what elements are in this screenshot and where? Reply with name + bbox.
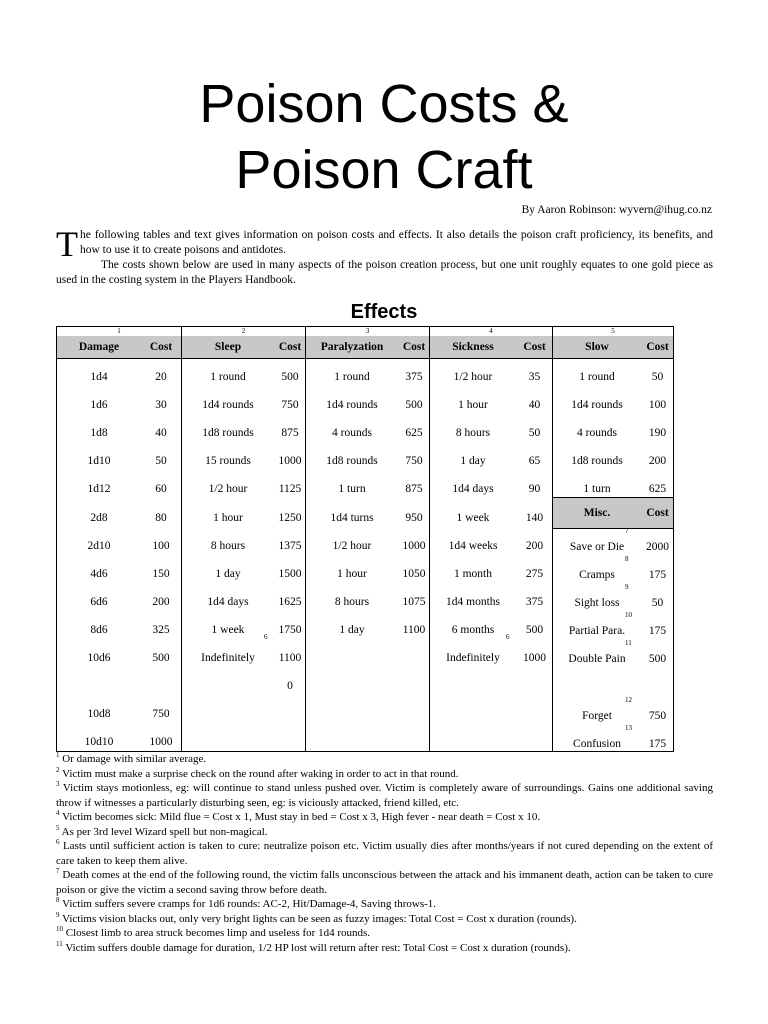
title-line-1: Poison Costs & [199,74,569,134]
column-header [553,336,673,359]
footnote-marker: 6 [264,632,268,641]
misc-cell-effect: Partial Para. [568,625,626,638]
footnote-number: 10 [56,925,63,933]
table-cell-effect: Indefinitely [446,652,500,664]
column-number: 5 [611,327,615,335]
table-cell-cost: 140 [525,511,544,524]
table-cell-effect: 1d4 months [446,595,500,608]
table-cell-cost: 30 [155,399,167,412]
misc-cell-cost: 2000 [646,541,669,553]
table-cell-cost: 20 [155,371,167,383]
misc-cell-cost: 750 [648,709,667,722]
effects-table [56,326,674,752]
footnote-number: 3 [56,780,60,788]
footnote-text: Closest limb to area struck becomes limp and useless for 1d4 rounds. [65,927,371,939]
footnote-text: Victim stays motionless, eg: will continue to stand unless pushed over. Victim is completely aware of surroundings. Gains one additional saving throw if witnesses a particularly disturbing seen, eg: is viciously attacked, friend killed, etc. [56,782,713,809]
table-cell-cost: 190 [648,427,667,440]
table-cell-cost: 875 [405,483,423,496]
table-cell-effect: 4 rounds [332,427,372,440]
header-cost: Cost [149,341,173,353]
table-cell-cost: 625 [648,483,667,496]
footnote-number: 8 [56,896,60,904]
table-cell-cost: 1750 [278,623,302,636]
footnote [56,912,713,927]
footnote-text: Victim becomes sick: Mild flue = Cost x 1, Must stay in bed = Cost x 3, High fever - near death = Cost x 10. [62,811,541,823]
table-cell-cost: 1125 [278,483,302,496]
footnote-number: 1 [56,751,60,759]
table-cell-effect: 6 months [451,623,495,636]
misc-cell-cost: 175 [648,569,667,582]
table-cell-cost: 1625 [278,595,302,608]
table-cell-cost: 1375 [278,539,302,552]
table-cell-effect: 1d4 rounds [202,399,254,412]
table-cell-cost: 1500 [278,567,302,580]
table-cell-cost: 80 [155,511,167,524]
misc-cell-cost: 500 [648,653,667,666]
footnote-text: Victim suffers severe cramps for 1d6 rounds: AC-2, Hit/Damage-4, Saving throws-1. [62,898,437,910]
table-cell-effect: 2d10 [87,539,111,552]
table-cell-effect: 1 turn [338,483,366,496]
table-cell-effect: 10d8 [87,708,111,721]
table-cell-cost: 500 [525,623,544,636]
table-cell-effect: 1d8 rounds [571,455,623,468]
table-cell-cost: 875 [281,427,299,440]
table-cell-cost: 65 [528,455,541,468]
footnote-text: Death comes at the end of the following round, the victim falls unconscious between the attack and his immanent death, action can be taken to cure poison or give the victim a second saving throw before death. [56,869,714,896]
table-cell-effect: 8 hours [334,595,370,608]
table-cell-cost: 1100 [402,623,426,636]
misc-cell-cost: 175 [648,737,667,750]
byline: By Aaron Robinson: wyvern@ihug.co.nz [521,204,712,216]
footnote-number: 7 [56,867,60,875]
table-cell-cost: 750 [152,708,170,721]
table-cell-cost: 150 [152,567,170,580]
table-cell-cost: 500 [405,399,423,412]
misc-cell-cost: 175 [648,625,667,638]
table-cell-cost: 1250 [278,511,302,524]
misc-header-name: Misc. [583,507,611,519]
table-cell-effect: 1d12 [87,483,111,496]
footnote-marker: 7 [625,527,629,535]
header-cost: Cost [646,341,669,353]
table-cell-effect: 1 round [210,371,246,383]
footnote-text: Victim suffers double damage for duration, 1/2 HP lost will return after rest: Total Cost = Cost x duration (rounds). [65,941,571,954]
table-cell-effect: 8 hours [210,539,246,552]
header-cost: Cost [402,341,426,353]
table-column-sleep [181,327,305,751]
section-title: Effects [350,301,418,323]
table-cell-effect: 1d4 turns [330,511,374,524]
header-name: Sleep [214,341,242,353]
table-cell-cost: 500 [152,652,170,664]
table-cell-cost: 1000 [149,736,173,749]
intro-text [56,224,713,288]
table-cell-cost: 325 [152,623,170,636]
misc-cell-effect: Double Pain [568,653,626,666]
table-cell-cost: 275 [525,567,544,580]
table-cell-cost: 1000 [278,455,302,468]
table-cell-effect: 10d6 [87,652,111,664]
footnote-number: 5 [56,823,60,832]
footnote-marker: 11 [625,639,632,648]
footnote [56,941,713,956]
footnote [56,825,713,840]
intro-paragraph-2: The costs shown below are used in many aspects of the poison creation process, but one unit roughly equates to one gold piece as used in the costing system in the Players Handbook. [56,259,713,286]
table-cell-effect: 1 hour [213,511,243,524]
misc-cell-effect: Forget [582,709,612,722]
header-name: Slow [585,341,609,353]
table-cell-cost: 200 [525,539,544,552]
table-cell-cost: 60 [155,483,167,496]
footnote-marker: 9 [625,583,629,592]
table-cell-effect: 1 month [453,567,492,580]
table-cell-effect: 1/2 hour [332,539,372,552]
table-cell-effect: 2d8 [90,511,108,524]
footnote-number: 2 [56,765,60,774]
table-cell-effect: 1 week [456,511,490,524]
table-cell-effect: 10d10 [84,736,114,749]
footnote [56,781,713,810]
table-cell-cost: 50 [651,371,664,383]
table-cell-effect: 4d6 [90,567,108,580]
table-cell-cost: 1000 [402,539,426,552]
column-header [306,336,429,359]
column-number: 3 [365,327,370,335]
footnote-text: Or damage with similar average. [62,753,207,765]
table-cell-cost: 40 [528,399,541,412]
table-cell-effect: 1 round [579,371,615,383]
intro-paragraph-1: he following tables and text gives information on poison costs and effects. It also details the poison craft proficiency, its benefits, and how to use it to create poisons and antidotes. [80,229,713,256]
footnote [56,868,713,897]
table-cell-effect: 6d6 [90,595,108,608]
footnote [56,897,713,912]
misc-cell-effect: Cramps [579,569,615,582]
table-cell-effect: 1 day [215,567,241,580]
footnote-text: Victim must make a surprise check on the round after waking in order to act in that round. [62,767,459,780]
footnote-marker: 12 [625,695,632,704]
footnote-number: 4 [56,809,60,817]
table-cell-effect: 1 day [460,455,486,468]
column-header [430,336,552,359]
table-cell-cost: 35 [528,371,541,383]
table-column-paralyzation [305,327,429,751]
table-cell-effect: 1d4 rounds [571,399,623,412]
table-cell-cost: 90 [528,483,541,496]
misc-header-cost: Cost [646,507,669,519]
footnote-text: As per 3rd level Wizard spell but non-magical. [61,825,268,838]
table-cell-effect: 15 rounds [205,455,251,468]
table-cell-cost: 100 [648,399,667,412]
footnote-marker: 8 [625,555,629,564]
footnote-marker: 10 [625,611,632,620]
footnote [56,767,713,782]
table-cell-cost: 50 [155,455,167,468]
table-cell-cost: 1075 [402,595,426,608]
footnote-text: Victims vision blacks out, only very bright lights can be seen as fuzzy images: Total Cost = Cost x duration (rounds). [62,912,577,925]
table-cell-cost: 950 [405,511,423,524]
table-cell-cost: 40 [155,427,167,440]
header-name: Damage [78,341,120,353]
table-cell-cost: 625 [405,427,423,440]
header-cost: Cost [523,341,546,353]
table-column-damage [57,327,181,751]
table-cell-cost: 100 [152,539,170,552]
misc-cell-effect: Save or Die [569,541,625,553]
table-cell-effect: 1d8 [90,427,108,440]
table-cell-cost: 200 [152,595,170,608]
table-cell-cost: 1050 [402,567,426,580]
footnote-marker: 6 [506,632,510,641]
table-cell-effect: 1 turn [583,483,611,496]
drop-cap: T [56,224,78,264]
title-line-2: Poison Craft [235,140,533,200]
table-cell-effect: 1d8 rounds [326,455,378,468]
table-cell-effect: 1/2 hour [453,371,493,383]
table-cell-cost: 750 [405,455,423,468]
footnotes [56,752,713,955]
table-cell-effect: 1d4 weeks [448,539,498,552]
column-number: 4 [489,327,493,335]
table-cell-effect: 1 hour [337,567,367,580]
table-cell-cost: 1000 [523,652,546,664]
header-cost: Cost [278,341,302,353]
table-cell-cost: 50 [528,427,541,440]
table-cell-cost: 0 [287,680,293,693]
column-header [57,336,181,359]
table-cell-effect: 4 rounds [577,427,617,440]
table-cell-effect: 1 hour [458,399,488,412]
footnote-number: 6 [56,838,60,846]
footnote-number: 9 [56,910,60,919]
table-cell-effect: 8 hours [455,427,491,440]
table-cell-cost: 200 [648,455,667,468]
footnote-marker: 13 [625,723,632,732]
table-cell-effect: 1d10 [87,455,111,468]
footnote [56,839,713,868]
table-cell-cost: 750 [281,399,299,412]
table-cell-effect: 1d4 days [207,595,249,608]
table-cell-effect: 1d4 rounds [326,399,378,412]
footnote [56,810,713,825]
table-cell-effect: 8d6 [90,623,108,636]
footnote [56,926,713,941]
table-cell-effect: 1d4 [90,371,108,383]
table-cell-effect: Indefinitely [201,652,255,664]
misc-cell-effect: Sight loss [574,597,620,610]
table-cell-effect: 1/2 hour [208,483,248,496]
table-cell-effect: 1d8 rounds [202,427,254,440]
table-cell-effect: 1d6 [90,399,108,412]
table-cell-effect: 1 week [211,623,245,636]
table-cell-cost: 1100 [278,652,302,664]
misc-cell-cost: 50 [651,597,664,610]
header-name: Paralyzation [320,341,384,353]
table-column-sickness [429,327,552,751]
table-cell-cost: 375 [405,371,423,383]
column-header [182,336,305,359]
table-cell-cost: 375 [525,595,544,608]
misc-cell-effect: Confusion [573,737,621,750]
table-cell-effect: 1 day [339,623,365,636]
misc-header [553,497,673,529]
table-cell-effect: 1 round [334,371,370,383]
footnote-number: 11 [56,939,63,948]
column-number: 1 [117,327,121,335]
table-cell-cost: 500 [281,371,299,383]
table-column-slow [552,327,673,751]
footnote [56,752,713,767]
column-number: 2 [241,327,246,335]
header-name: Sickness [452,341,494,353]
footnote-text: Lasts until sufficient action is taken to cure: neutralize poison etc. Victim usually dies after months/years if not cured depending on the extent of care taken to keep them alive. [56,840,713,867]
table-cell-effect: 1d4 days [452,483,494,496]
